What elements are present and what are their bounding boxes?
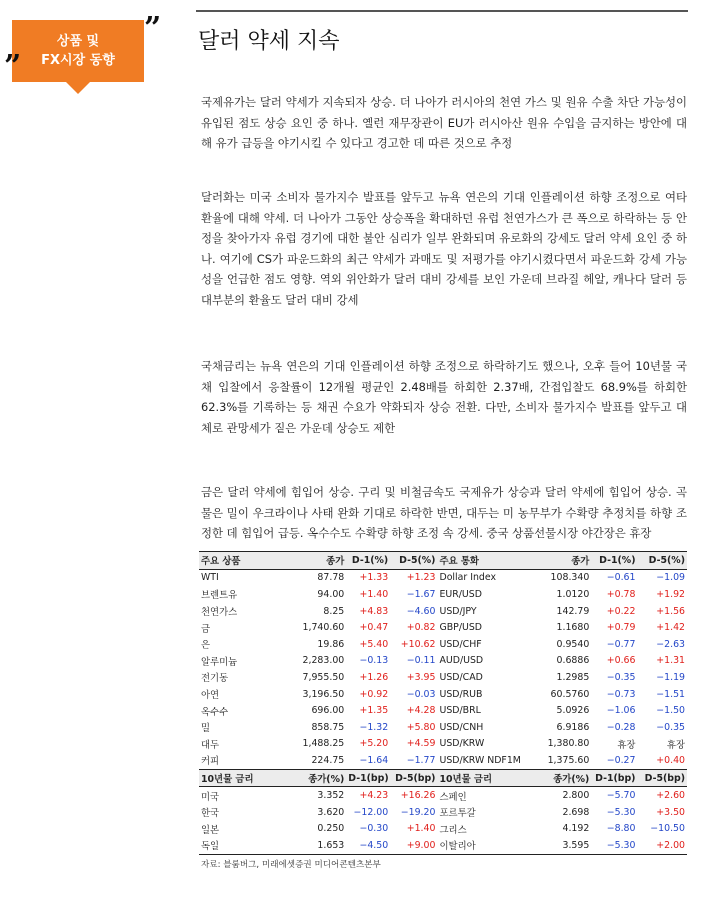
cell-d5: +9.00 — [390, 837, 437, 854]
header-yield-2: 10년물 금리 — [437, 769, 525, 787]
cell-d1: +1.26 — [359, 671, 389, 683]
cell-d1-2: −5.30 — [591, 837, 637, 854]
cell-name2: USD/KRW NDF1M — [437, 752, 525, 769]
cell-close2: 1,380.80 — [547, 738, 590, 750]
cell-name2: 스페인 — [439, 791, 467, 803]
cell-name: 아연 — [201, 690, 220, 702]
cell-close2: 1.2985 — [556, 671, 590, 683]
table-row — [199, 719, 687, 736]
cell-d1-2: −8.80 — [606, 823, 636, 835]
cell-d5: +16.26 — [400, 790, 436, 802]
quote-close-icon: ” — [144, 11, 162, 46]
cell-close: 3,196.50 — [302, 688, 345, 700]
cell-name: 독일 — [199, 837, 291, 854]
cell-d5-2: +1.92 — [656, 588, 685, 600]
cell-close: 7,955.50 — [302, 671, 345, 683]
cell-d5-2: +2.60 — [656, 790, 685, 802]
paragraph-bonds: 국채금리는 뉴욕 연은의 기대 인플레이션 하향 조정으로 하락하기도 했으나, 오후 들어 10년물 국채 입찰에서 응찰률이 12개월 평균인 2.48배를 하회한 2.37배, 간접입찰도 68.9%를 하회한 62.3%를 기록하는 등 채권 수요가 약화되자 상승 전환. 다만, 소비자 물가지수 발표를 앞두고 대체로 관망세가 짙은 가운데 상승도 제한 — [201, 359, 687, 435]
cell-d1-2: +0.79 — [606, 622, 636, 634]
cell-d1-2: +0.22 — [606, 605, 636, 617]
cell-d1-2: −0.77 — [606, 638, 636, 650]
quote-open-icon: ” — [4, 49, 22, 84]
cell-d1: −1.32 — [359, 721, 389, 733]
section-badge-line1: 상품 및 — [56, 34, 100, 49]
cell-d1-2: −0.35 — [606, 671, 636, 683]
cell-d1-2: −5.70 — [606, 790, 636, 802]
cell-name2: USD/KRW — [439, 738, 485, 750]
cell-d5-2: +1.31 — [656, 655, 685, 667]
cell-name2: USD/CAD — [439, 671, 483, 683]
cell-name: WTI — [201, 572, 219, 584]
cell-d5: +4.28 — [406, 705, 436, 717]
table-row — [199, 821, 687, 838]
cell-d5-2: +3.50 — [656, 806, 685, 818]
cell-close: 87.78 — [317, 572, 345, 584]
section-badge — [4, 11, 162, 100]
cell-d5-2: −1.50 — [656, 705, 685, 717]
cell-d1-2: −0.73 — [606, 688, 636, 700]
cell-close2: 4.192 — [562, 823, 590, 835]
table-header-row — [199, 552, 687, 570]
cell-d5-2: −1.19 — [656, 671, 685, 683]
cell-name2: USD/CHF — [439, 638, 482, 650]
market-table — [199, 551, 687, 855]
cell-d1-2: −5.30 — [606, 806, 636, 818]
cell-d1: −12.00 — [353, 806, 389, 818]
cell-d1: +5.20 — [359, 738, 389, 750]
cell-name: 천연가스 — [201, 607, 238, 619]
cell-name: 한국 — [201, 808, 220, 820]
cell-close: 0.250 — [317, 823, 345, 835]
cell-name2: USD/BRL — [439, 705, 481, 717]
cell-name2: 이탈리아 — [437, 837, 525, 854]
table-row — [199, 586, 687, 603]
cell-d1: −4.50 — [346, 837, 390, 854]
cell-d1: +1.33 — [359, 572, 389, 584]
cell-d1: −0.30 — [359, 823, 389, 835]
cell-close: 3.352 — [317, 790, 345, 802]
cell-d1: −1.64 — [346, 752, 390, 769]
cell-d1-2: −0.61 — [606, 572, 636, 584]
header-currency: 주요 통화 — [437, 552, 525, 570]
cell-d1-2: +0.78 — [606, 588, 636, 600]
cell-name: 커피 — [199, 752, 291, 769]
cell-close2: 2.698 — [562, 806, 590, 818]
badge-pointer-icon — [66, 82, 90, 94]
paragraph-dollar: 달러화는 미국 소비자 물가지수 발표를 앞두고 뉴욕 연은의 기대 인플레이션 하향 조정으로 여타 환율에 대해 약세. 더 나아가 그동안 상승폭을 확대하던 유럽 천연가스가 큰 폭으로 하락하는 등 안정을 찾아가자 유럽 경기에 대한 불안 심리가 일부 완화되며 유로화의 강세도 달러 약세 요인 중 하나. 여기에 CS가 파운드화의 최근 약세가 과매도 및 저평가를 야기시켰다면서 파운드화 강세 가능성을 언급한 점도 영향. 역외 위안화가 달러 대비 강세를 보인 가운데 브라질 헤알, 캐나다 달러 등 대부분의 환율도 달러 대비 강세 — [201, 190, 687, 307]
cell-d1-2: −0.28 — [606, 721, 636, 733]
cell-d5: −1.67 — [406, 588, 436, 600]
cell-name: 브렌트유 — [201, 590, 238, 602]
header-rule — [196, 10, 688, 12]
cell-name: 전기동 — [201, 673, 229, 685]
cell-d5: −0.03 — [406, 688, 436, 700]
header-yield: 10년물 금리 — [199, 769, 291, 787]
table-row — [199, 569, 687, 586]
header-close: 종가 — [291, 552, 346, 570]
cell-d5: +1.40 — [406, 823, 436, 835]
cell-name2: AUD/USD — [439, 655, 484, 667]
cell-d1: +4.83 — [359, 605, 389, 617]
cell-d5-2: +1.56 — [656, 605, 685, 617]
cell-name2: GBP/USD — [439, 622, 483, 634]
table-row — [199, 686, 687, 703]
cell-d1-2: −0.27 — [591, 752, 637, 769]
cell-name: 일본 — [201, 824, 220, 836]
cell-close2: 6.9186 — [556, 721, 590, 733]
section-badge-line2: FX시장 동향 — [41, 53, 115, 68]
cell-close2: 108.340 — [550, 572, 590, 584]
cell-d5: +3.95 — [406, 671, 436, 683]
paragraph-commodities: 금은 달러 약세에 힘입어 상승. 구리 및 비철금속도 국제유가 상승과 달러 약세에 힘입어 상승. 곡물은 밀이 우크라이나 사태 완화 기대로 하락한 반면, 대두는 미 농무부가 수확량 추정치를 하향 조정한 데 힘입어 급등. 옥수수도 수확량 하향 조정 속 강세. 중국 상품선물시장 야간장은 휴장 — [201, 485, 687, 540]
table-row — [199, 752, 687, 769]
cell-name: 대두 — [201, 739, 220, 751]
cell-d5: +10.62 — [400, 638, 436, 650]
cell-close: 1,740.60 — [302, 622, 345, 634]
header-d1-fx: D-1(%) — [591, 552, 637, 570]
header-d5-fx: D-5(%) — [637, 552, 687, 570]
cell-close2: 1,375.60 — [525, 752, 591, 769]
cell-close2: 1.0120 — [556, 588, 590, 600]
cell-close2: 3.595 — [525, 837, 591, 854]
cell-name2: Dollar Index — [439, 572, 497, 584]
cell-d1: +0.47 — [359, 622, 389, 634]
cell-d5: +5.80 — [406, 721, 436, 733]
cell-d5-2: +0.40 — [637, 752, 687, 769]
table-row — [199, 837, 687, 854]
cell-d5: −19.20 — [400, 806, 436, 818]
cell-d5: −1.77 — [390, 752, 437, 769]
table-row — [199, 603, 687, 620]
cell-close: 19.86 — [317, 638, 345, 650]
header-yield-close: 종가(%) — [291, 769, 346, 787]
cell-close: 696.00 — [311, 705, 345, 717]
cell-name2: 그리스 — [439, 824, 467, 836]
cell-close: 1.653 — [291, 837, 346, 854]
page-title: 달러 약세 지속 — [198, 29, 340, 54]
cell-d1: +5.40 — [359, 638, 389, 650]
cell-name2: USD/RUB — [439, 688, 483, 700]
header-close-fx: 종가 — [525, 552, 591, 570]
cell-d5-2: −2.63 — [656, 638, 685, 650]
table-row — [199, 636, 687, 653]
table-row — [199, 787, 687, 804]
header-yield-close-2: 종가(%) — [525, 769, 591, 787]
cell-name: 은 — [201, 640, 211, 652]
cell-d1-2: +0.66 — [606, 655, 636, 667]
cell-d1: +4.23 — [359, 790, 389, 802]
cell-close: 94.00 — [317, 588, 345, 600]
cell-d5: −0.11 — [406, 655, 436, 667]
header-yield-d1-2: D-1(bp) — [591, 769, 637, 787]
section-badge-box — [12, 20, 144, 82]
cell-d5-2: +2.00 — [637, 837, 687, 854]
header-yield-d5: D-5(bp) — [390, 769, 437, 787]
cell-d5-2: −1.51 — [656, 688, 685, 700]
cell-name2: 포르투갈 — [439, 808, 476, 820]
table-row — [199, 702, 687, 719]
cell-d5: +4.59 — [406, 738, 436, 750]
cell-close2: 0.6886 — [556, 655, 590, 667]
cell-close2: 0.9540 — [556, 638, 590, 650]
cell-d5-2: −10.50 — [650, 823, 685, 835]
cell-name2: EUR/USD — [439, 588, 482, 600]
cell-name: 옥수수 — [201, 706, 229, 718]
header-d5: D-5(%) — [390, 552, 437, 570]
table-row — [199, 653, 687, 670]
cell-close: 858.75 — [311, 721, 345, 733]
cell-close: 8.25 — [323, 605, 345, 617]
source-note: 자료: 블룸버그, 미래에셋증권 미디어콘텐츠본부 — [201, 860, 381, 870]
header-yield-d5-2: D-5(bp) — [637, 769, 687, 787]
cell-d5-2: −0.35 — [656, 721, 685, 733]
header-yield-d1: D-1(bp) — [346, 769, 390, 787]
cell-close: 1,488.25 — [302, 738, 345, 750]
header-commodity: 주요 상품 — [199, 552, 291, 570]
cell-close: 3.620 — [317, 806, 345, 818]
cell-close: 2,283.00 — [302, 655, 345, 667]
cell-d5-2: −1.09 — [656, 572, 685, 584]
cell-d5: +0.82 — [406, 622, 436, 634]
table-row — [199, 619, 687, 636]
cell-d1: +0.92 — [359, 688, 389, 700]
cell-d1: +1.35 — [359, 705, 389, 717]
cell-close2: 142.79 — [556, 605, 590, 617]
cell-d5-2: 휴장 — [666, 739, 685, 751]
cell-d5-2: +1.42 — [656, 622, 685, 634]
cell-name: 미국 — [201, 791, 220, 803]
cell-close2: 60.5760 — [550, 688, 590, 700]
table-row — [199, 804, 687, 821]
cell-close2: 2.800 — [562, 790, 590, 802]
cell-d5: +1.23 — [406, 572, 436, 584]
table-subheader-row — [199, 769, 687, 787]
cell-name: 밀 — [201, 723, 211, 735]
cell-d1-2: −1.06 — [606, 705, 636, 717]
cell-close: 224.75 — [291, 752, 346, 769]
cell-name2: USD/JPY — [439, 605, 477, 617]
cell-name: 금 — [201, 623, 211, 635]
cell-d5: −4.60 — [406, 605, 436, 617]
table-row — [199, 736, 687, 753]
cell-close2: 1.1680 — [556, 622, 590, 634]
cell-name2: USD/CNH — [439, 721, 484, 733]
cell-d1-2: 휴장 — [617, 739, 636, 751]
paragraph-oil: 국제유가는 달러 약세가 지속되자 상승. 더 나아가 러시아의 천연 가스 및 원유 수출 차단 가능성이 유입된 점도 상승 요인 중 하나. 옐런 재무장관이 EU가 러시아산 원유 수입을 금지하는 방안에 대해 유가 급등을 야기시킬 수 있다고 경고한 데 따른 것으로 추정 — [201, 95, 687, 150]
cell-close2: 5.0926 — [556, 705, 590, 717]
cell-name: 알루미늄 — [201, 656, 238, 668]
header-d1: D-1(%) — [346, 552, 390, 570]
cell-d1: +1.40 — [359, 588, 389, 600]
table-row — [199, 669, 687, 686]
cell-d1: −0.13 — [359, 655, 389, 667]
